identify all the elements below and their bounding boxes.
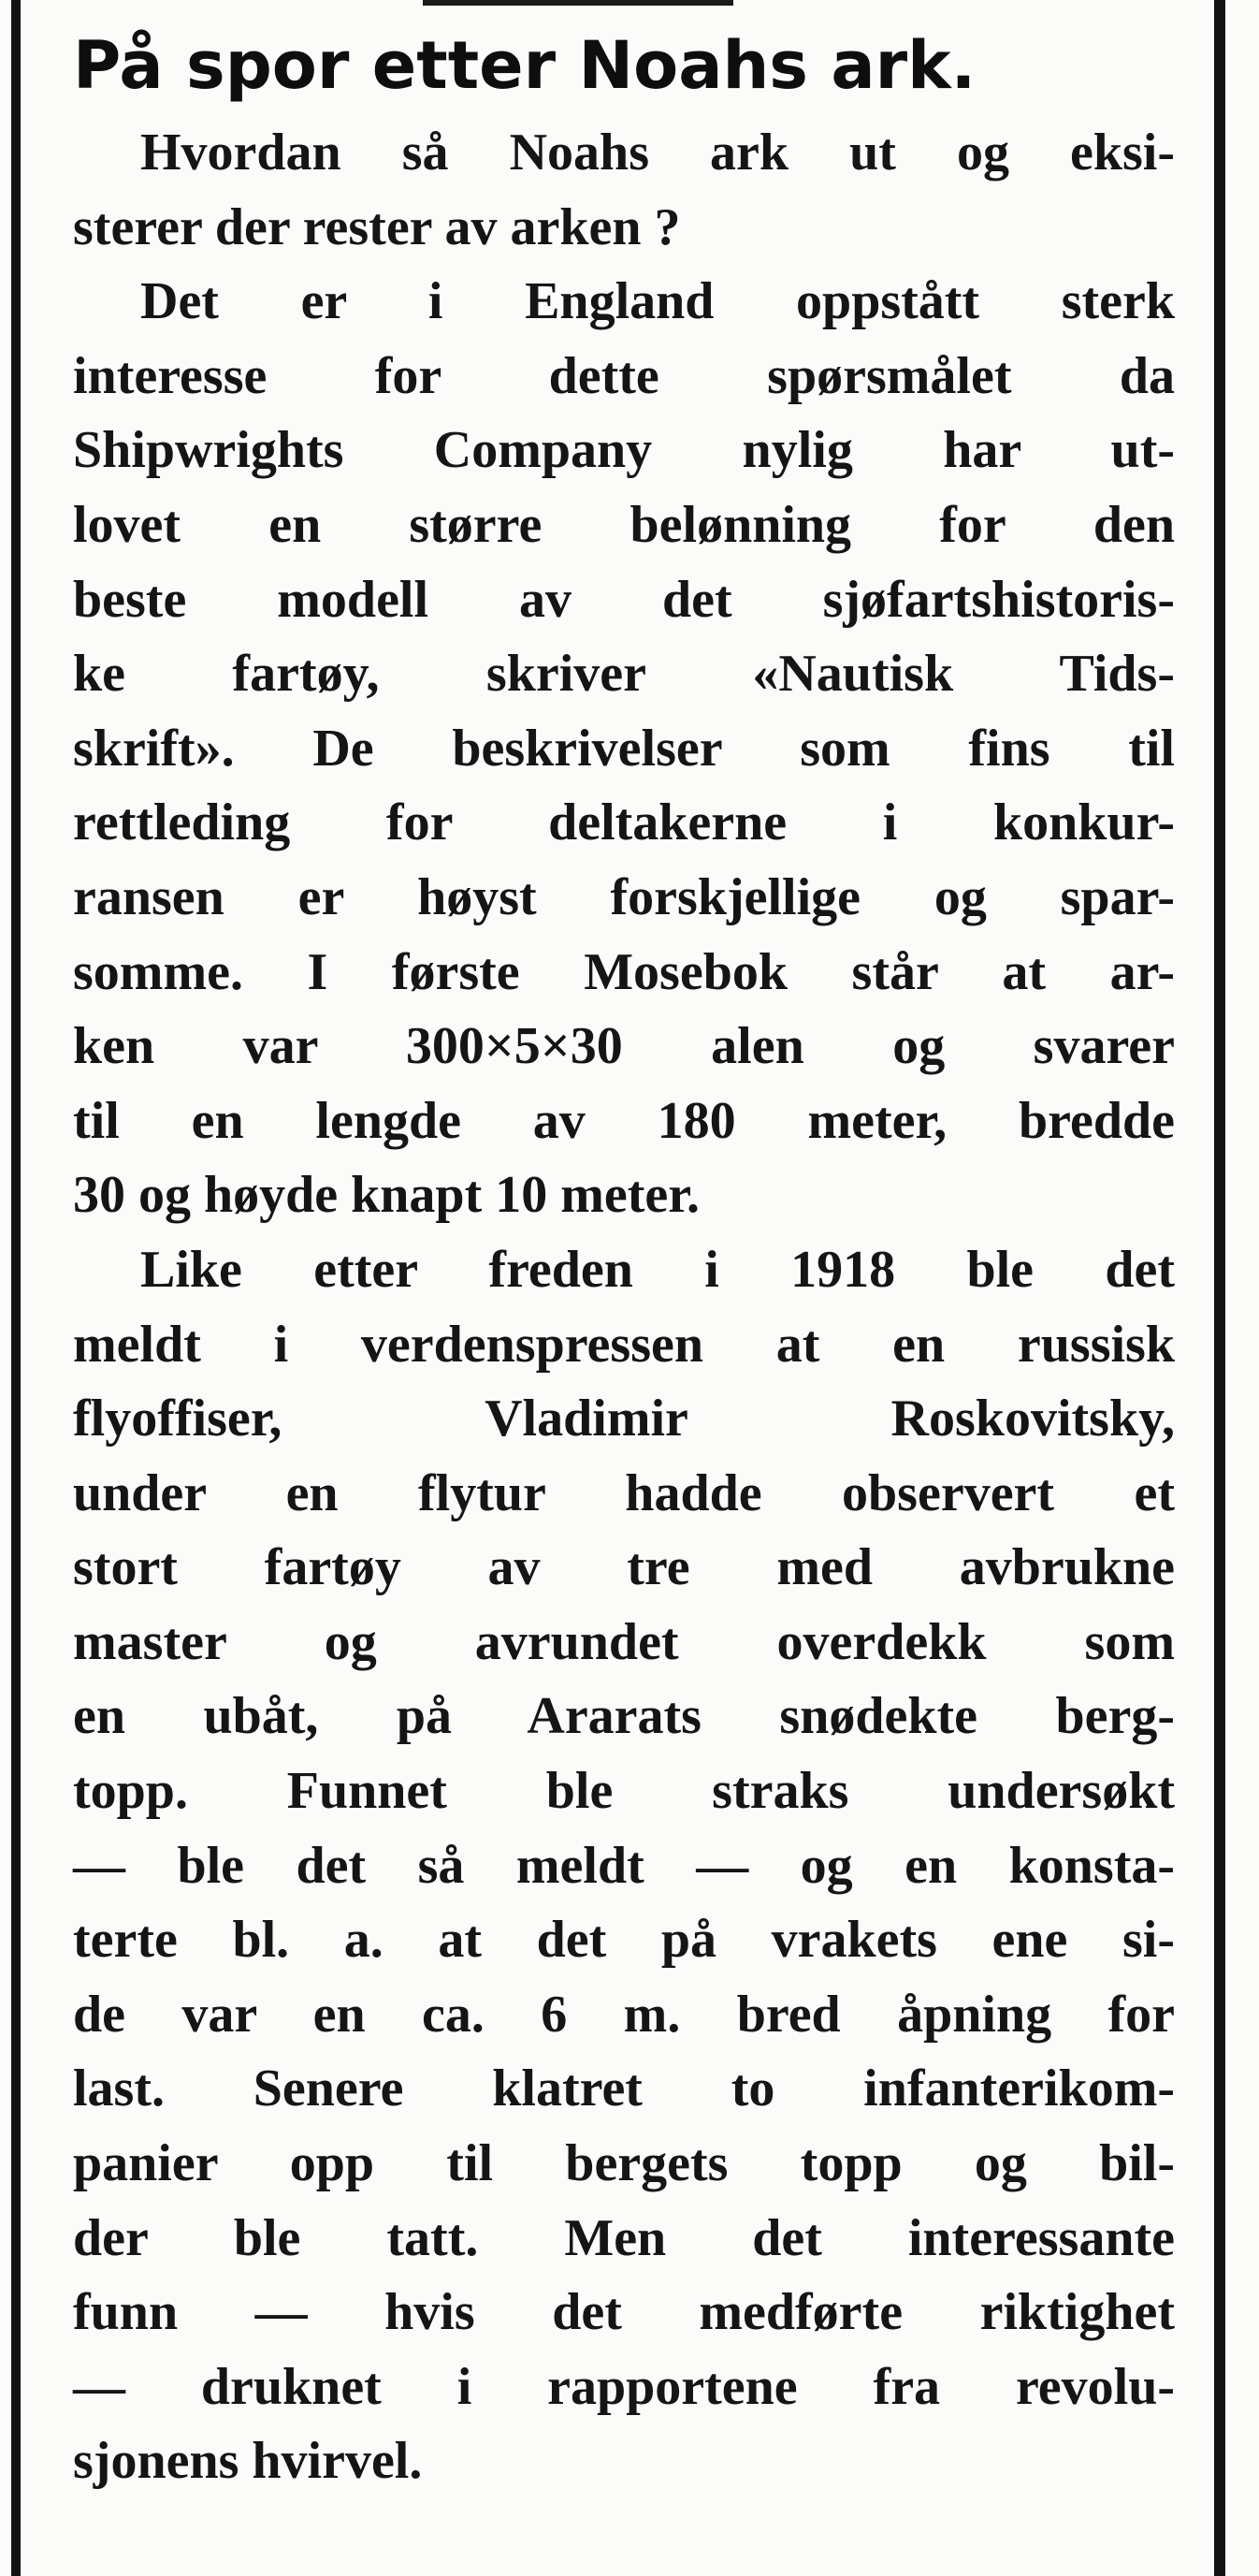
article xyxy=(73,26,1175,2499)
text-line: master og avrundet overdekk som xyxy=(73,1612,1175,1671)
text-line: Det er i England oppstått sterk xyxy=(140,272,1175,331)
text-line: rettleding for deltakerne i konkur- xyxy=(73,793,1175,852)
text-line: last. Senere klatret to infanterikom- xyxy=(73,2059,1175,2118)
paragraph-2 xyxy=(73,265,1175,1233)
text-line: somme. I første Mosebok står at ar- xyxy=(73,942,1175,1001)
text-line: terte bl. a. at det på vrakets ene si- xyxy=(73,1911,1175,1970)
text-line: Hvordan så Noahs ark ut og eksi- xyxy=(140,124,1175,182)
text-line: sterer der rester av arken ? xyxy=(73,197,681,256)
text-line: til en lengde av 180 meter, bredde xyxy=(73,1091,1175,1150)
column-rule-left xyxy=(11,0,21,2576)
text-line: de var en ca. 6 m. bred åpning for xyxy=(73,1985,1175,2044)
article-body xyxy=(73,116,1175,2499)
text-line: — ble det så meldt — og en konsta- xyxy=(73,1836,1175,1895)
text-line: interesse for dette spørsmålet da xyxy=(73,346,1175,405)
text-line: lovet en større belønning for den xyxy=(73,495,1175,554)
text-line: beste modell av det sjøfartshistoris- xyxy=(73,570,1175,629)
text-line: topp. Funnet ble straks undersøkt xyxy=(73,1762,1175,1821)
text-line: meldt i verdenspressen at en russisk xyxy=(73,1315,1175,1374)
text-line: flyoffiser, Vladimir Roskovitsky, xyxy=(73,1390,1175,1448)
text-line: — druknet i rapportene fra revolu- xyxy=(73,2357,1175,2416)
text-line: der ble tatt. Men det interessante xyxy=(73,2208,1175,2267)
text-line: 30 og høyde knapt 10 meter. xyxy=(73,1166,700,1225)
text-line: panier opp til bergets topp og bil- xyxy=(73,2134,1175,2193)
text-line: Like etter freden i 1918 ble det xyxy=(140,1240,1175,1299)
text-line: ken var 300×5×30 alen og svarer xyxy=(73,1017,1175,1076)
headline: På spor etter Noahs ark. xyxy=(73,27,977,104)
text-line: under en flytur hadde observert et xyxy=(73,1463,1175,1522)
text-line: ke fartøy, skriver «Nautisk Tids- xyxy=(73,645,1175,704)
top-rule xyxy=(423,0,733,6)
text-line: en ubåt, på Ararats snødekte berg- xyxy=(73,1687,1175,1746)
text-line: skrift». De beskrivelser som fins til xyxy=(73,719,1175,778)
text-line: ransen er høyst forskjellige og spar- xyxy=(73,867,1175,926)
column-rule-right xyxy=(1214,0,1225,2576)
paragraph-1 xyxy=(73,116,1175,265)
text-line: stort fartøy av tre med avbrukne xyxy=(73,1538,1175,1597)
text-line: funn — hvis det medførte riktighet xyxy=(73,2283,1175,2342)
text-line: sjonens hvirvel. xyxy=(73,2432,423,2491)
paragraph-3 xyxy=(73,1233,1175,2499)
text-line: Shipwrights Company nylig har ut- xyxy=(73,421,1175,480)
